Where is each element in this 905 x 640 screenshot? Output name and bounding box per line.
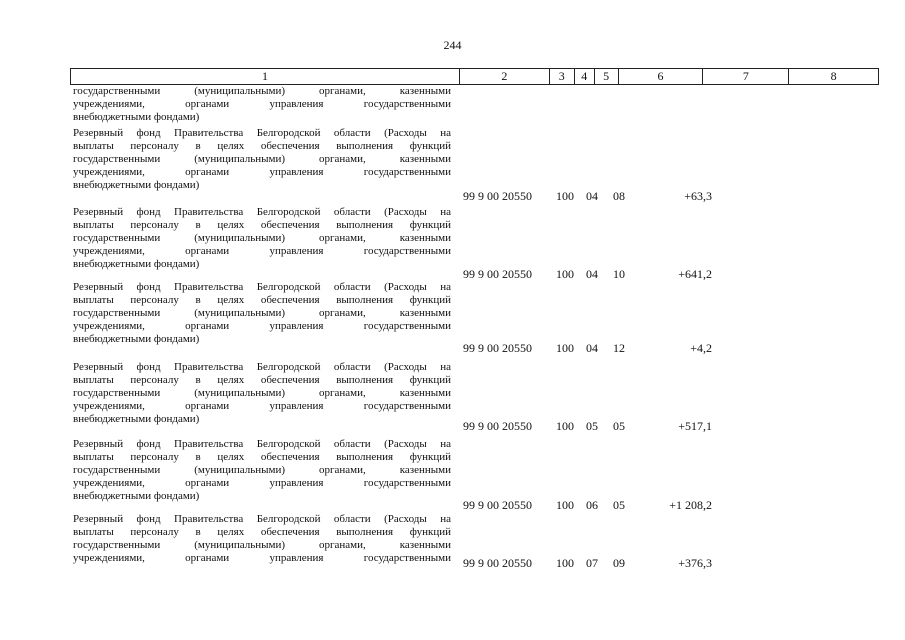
table-row-description: [73, 438, 451, 503]
desc-line: выплаты персоналу в целях обеспечения выполнения функций: [73, 451, 451, 463]
desc-line: Резервный фонд Правительства Белгородской области (Расходы на: [73, 438, 451, 450]
desc-line: государственными (муниципальными) органами, казенными: [73, 153, 451, 165]
carryover-description: [73, 85, 451, 124]
row-col-5: 05: [613, 419, 625, 433]
desc-line: внебюджетными фондами): [73, 333, 200, 345]
desc-line: государственными (муниципальными) органами, казенными: [73, 464, 451, 476]
desc-line: учреждениями, органами управления государственными: [73, 98, 451, 110]
row-col-3: 100: [556, 189, 574, 203]
desc-line: внебюджетными фондами): [73, 490, 200, 502]
row-amount: +376,3: [678, 556, 712, 570]
row-col-4: 05: [586, 419, 598, 433]
desc-line: государственными (муниципальными) органами, казенными: [73, 307, 451, 319]
header-col-7: 7: [703, 69, 789, 84]
table-header: [70, 68, 879, 85]
desc-line: государственными (муниципальными) органами, казенными: [73, 387, 451, 399]
header-col-8: 8: [830, 69, 837, 83]
desc-line: выплаты персоналу в целях обеспечения выполнения функций: [73, 140, 451, 152]
row-code: 99 9 00 20550: [463, 498, 532, 512]
header-col-3: 3: [550, 69, 575, 84]
desc-line: Резервный фонд Правительства Белгородской области (Расходы на: [73, 513, 451, 525]
table-row-description: [73, 361, 451, 426]
row-amount: +641,2: [678, 267, 712, 281]
row-col-5: 12: [613, 341, 625, 355]
desc-line: Резервный фонд Правительства Белгородской области (Расходы на: [73, 127, 451, 139]
row-col-3: 100: [556, 498, 574, 512]
table-row-description: [73, 206, 451, 271]
table-row-description: [73, 281, 451, 346]
row-col-3: 100: [556, 341, 574, 355]
row-col-3: 100: [556, 419, 574, 433]
desc-line: учреждениями, органами управления государственными: [73, 400, 451, 412]
row-amount: +1 208,2: [669, 498, 712, 512]
desc-line: государственными (муниципальными) органами, казенными: [73, 232, 451, 244]
desc-line: Резервный фонд Правительства Белгородской области (Расходы на: [73, 206, 451, 218]
row-amount: +517,1: [678, 419, 712, 433]
desc-line: учреждениями, органами управления государственными: [73, 552, 451, 564]
row-col-4: 04: [586, 267, 598, 281]
row-amount: +4,2: [690, 341, 712, 355]
row-col-4: 04: [586, 189, 598, 203]
header-col-1: 1: [71, 69, 460, 84]
row-code: 99 9 00 20550: [463, 267, 532, 281]
row-code: 99 9 00 20550: [463, 189, 532, 203]
row-col-4: 06: [586, 498, 598, 512]
row-col-4: 07: [586, 556, 598, 570]
page-number: 244: [443, 38, 462, 52]
desc-line: учреждениями, органами управления государственными: [73, 245, 451, 257]
row-col-5: 05: [613, 498, 625, 512]
desc-line: выплаты персоналу в целях обеспечения выполнения функций: [73, 219, 451, 231]
header-col-6: 6: [619, 69, 704, 84]
table-row-description: [73, 127, 451, 192]
row-col-5: 10: [613, 267, 625, 281]
table-row-description: [73, 513, 451, 565]
desc-line: Резервный фонд Правительства Белгородской области (Расходы на: [73, 361, 451, 373]
header-col-5: 5: [595, 69, 619, 84]
desc-line: выплаты персоналу в целях обеспечения выполнения функций: [73, 526, 451, 538]
desc-line: выплаты персоналу в целях обеспечения выполнения функций: [73, 294, 451, 306]
row-code: 99 9 00 20550: [463, 419, 532, 433]
desc-line: учреждениями, органами управления государственными: [73, 477, 451, 489]
desc-line: внебюджетными фондами): [73, 413, 200, 425]
row-col-5: 09: [613, 556, 625, 570]
row-col-3: 100: [556, 556, 574, 570]
desc-line: внебюджетными фондами): [73, 179, 200, 191]
desc-line: внебюджетными фондами): [73, 258, 200, 270]
desc-line: выплаты персоналу в целях обеспечения выполнения функций: [73, 374, 451, 386]
desc-line: государственными (муниципальными) органами, казенными: [73, 85, 451, 97]
header-col-4: 4: [575, 69, 595, 84]
row-col-3: 100: [556, 267, 574, 281]
row-col-5: 08: [613, 189, 625, 203]
row-code: 99 9 00 20550: [463, 556, 532, 570]
desc-line: государственными (муниципальными) органами, казенными: [73, 539, 451, 551]
desc-line: учреждениями, органами управления государственными: [73, 166, 451, 178]
desc-line: Резервный фонд Правительства Белгородской области (Расходы на: [73, 281, 451, 293]
header-col-2: 2: [460, 69, 550, 84]
desc-line: учреждениями, органами управления государственными: [73, 320, 451, 332]
row-col-4: 04: [586, 341, 598, 355]
desc-line: внебюджетными фондами): [73, 111, 200, 123]
row-amount: +63,3: [684, 189, 712, 203]
row-code: 99 9 00 20550: [463, 341, 532, 355]
